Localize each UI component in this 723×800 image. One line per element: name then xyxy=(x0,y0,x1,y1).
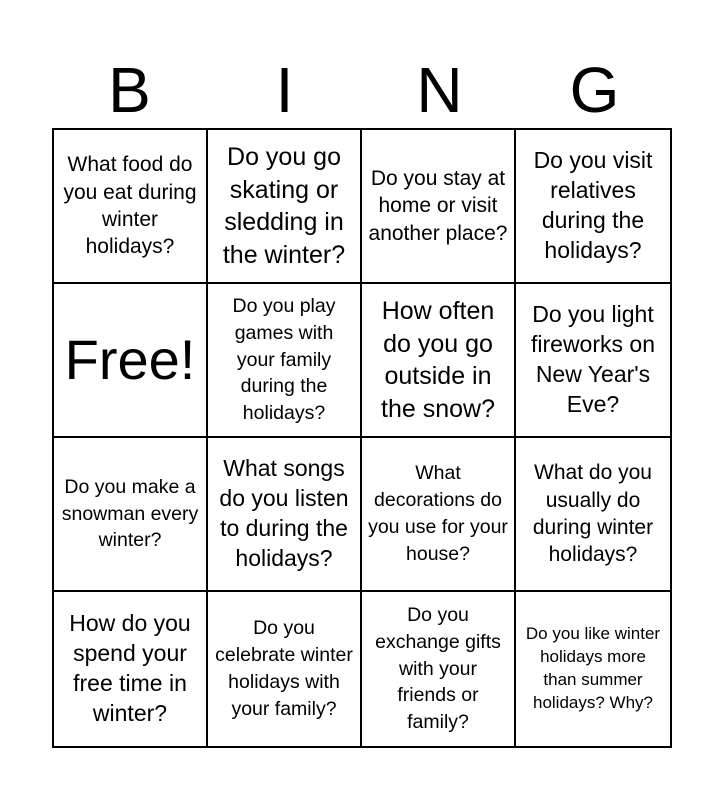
cell-text: What do you usually do during winter holidays? xyxy=(532,461,654,567)
cell-text: Do you go skating or sledding in the winter? xyxy=(222,143,346,269)
cell-text: How do you spend your free time in winter? xyxy=(69,610,191,726)
bingo-cell[interactable] xyxy=(54,130,208,284)
bingo-cell[interactable] xyxy=(362,592,516,746)
cell-text: Do you make a snowman every winter? xyxy=(61,475,199,552)
bingo-cell[interactable] xyxy=(54,438,208,592)
header-letter-i: I xyxy=(275,54,294,126)
bingo-cell[interactable] xyxy=(208,592,362,746)
cell-text: Do you like winter holidays more than summer holidays? Why? xyxy=(525,624,661,712)
cell-text: How often do you go outside in the snow? xyxy=(381,297,495,423)
bingo-cell[interactable] xyxy=(516,284,670,438)
header-letter-n: N xyxy=(416,54,463,126)
bingo-cell[interactable] xyxy=(208,284,362,438)
bingo-cell[interactable] xyxy=(516,592,670,746)
bingo-cell[interactable] xyxy=(54,592,208,746)
cell-text: What songs do you listen to during the holidays? xyxy=(219,455,349,571)
cell-text: Do you play games with your family during the holidays? xyxy=(232,294,336,425)
cell-text: Do you light fireworks on New Year's Eve? xyxy=(531,301,655,417)
free-space-text: Free! xyxy=(64,328,196,392)
cell-text: Do you visit relatives during the holidays? xyxy=(533,147,653,263)
header-letter-b: B xyxy=(108,54,151,126)
bingo-cell[interactable] xyxy=(362,284,516,438)
bingo-cell[interactable] xyxy=(516,438,670,592)
header-letter-g: G xyxy=(569,54,620,126)
cell-text: Do you stay at home or visit another place? xyxy=(368,167,508,245)
cell-text: What food do you eat during winter holidays? xyxy=(63,153,197,259)
cell-text: Do you celebrate winter holidays with your family? xyxy=(215,617,353,720)
bingo-cell[interactable] xyxy=(208,130,362,284)
bingo-cell[interactable] xyxy=(362,130,516,284)
bingo-header xyxy=(52,52,672,128)
bingo-cell[interactable] xyxy=(208,438,362,592)
free-space-cell[interactable] xyxy=(54,284,208,438)
cell-text: What decorations do you use for your house? xyxy=(368,462,508,565)
bingo-cell[interactable] xyxy=(516,130,670,284)
bingo-board xyxy=(52,128,672,748)
bingo-cell[interactable] xyxy=(362,438,516,592)
cell-text: Do you exchange gifts with your friends or family? xyxy=(375,603,501,734)
